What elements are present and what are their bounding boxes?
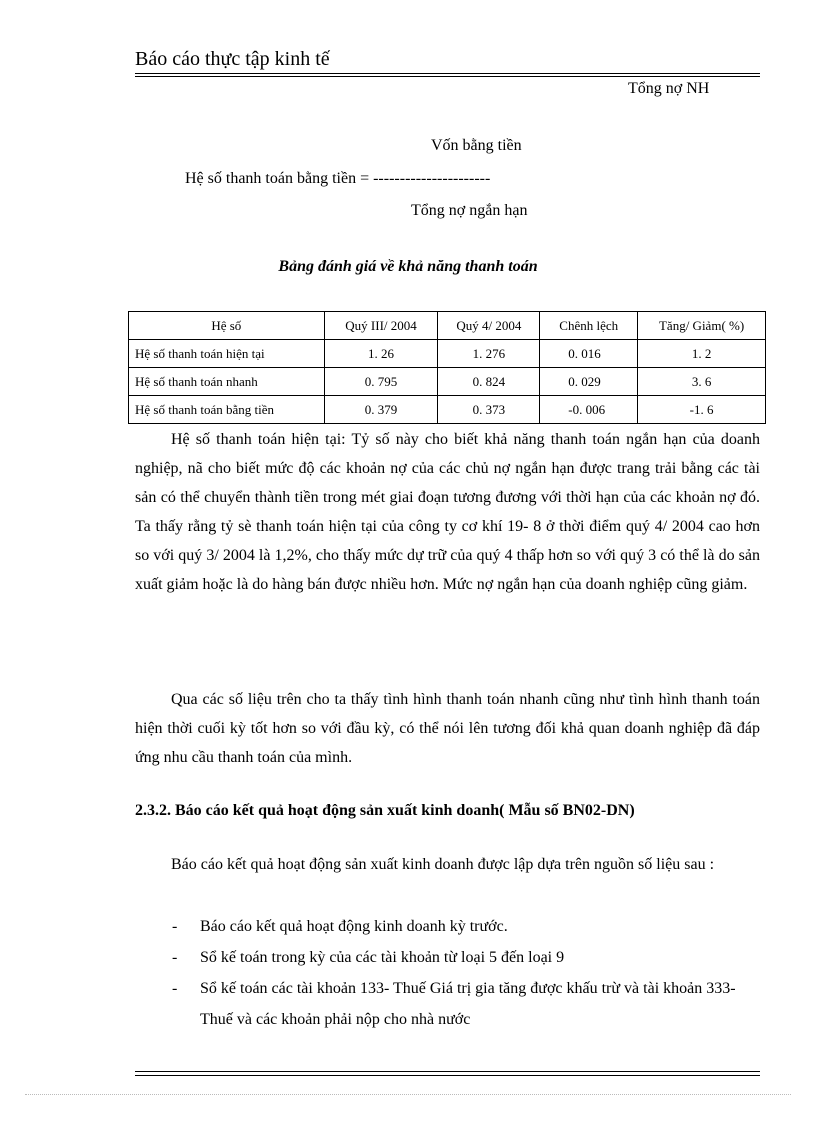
table-header-cell: Hệ số — [129, 312, 325, 340]
table-row — [129, 340, 766, 368]
list-item-text: Sổ kế toán trong kỳ của các tài khoản từ loại 5 đến loại 9 — [200, 949, 565, 966]
table-cell: 0. 016 — [540, 340, 638, 368]
formula-denominator: Tổng nợ ngắn hạn — [411, 202, 528, 219]
page-header-title: Báo cáo thực tập kinh tế — [135, 48, 330, 70]
table-header-cell: Chênh lệch — [540, 312, 638, 340]
table-cell: 1. 276 — [438, 340, 540, 368]
header-rule-bottom — [135, 76, 760, 77]
previous-formula-denominator: Tổng nợ NH — [628, 80, 710, 97]
table-title: Bảng đánh giá về khả năng thanh toán — [278, 258, 538, 275]
section-heading: 2.3.2. Báo cáo kết quả hoạt động sản xuất kinh doanh( Mẫu số BN02-DN) — [135, 802, 635, 819]
table-cell: -0. 006 — [540, 396, 638, 424]
table-cell: Hệ số thanh toán hiện tại — [129, 340, 325, 368]
table-header-cell: Tăng/ Giảm( %) — [638, 312, 766, 340]
table-cell: 0. 379 — [324, 396, 438, 424]
table-cell: 1. 26 — [324, 340, 438, 368]
table-header-cell: Quý III/ 2004 — [324, 312, 438, 340]
list-item-text: Sổ kế toán các tài khoản 133- Thuế Giá trị gia tăng được khấu trừ và tài khoản 333- Thuế và các khoản phải nộp cho nhà nước — [200, 980, 736, 1028]
list-item-text: Báo cáo kết quả hoạt động kinh doanh kỳ trước. — [200, 918, 508, 935]
table-cell: 0. 373 — [438, 396, 540, 424]
table-cell: -1. 6 — [638, 396, 766, 424]
formula-numerator: Vốn bằng tiền — [431, 137, 522, 154]
table-cell: 3. 6 — [638, 368, 766, 396]
list-item — [172, 942, 762, 973]
table-cell: 1. 2 — [638, 340, 766, 368]
list-item — [172, 911, 762, 942]
bullet-marker: - — [172, 949, 178, 966]
table-cell: 0. 795 — [324, 368, 438, 396]
bullet-marker: - — [172, 980, 178, 997]
table-header-row — [129, 312, 766, 340]
paragraph-sources-intro: Báo cáo kết quả hoạt động sản xuất kinh doanh được lập dựa trên nguồn số liệu sau : — [171, 856, 715, 873]
table-header-cell: Quý 4/ 2004 — [438, 312, 540, 340]
table-cell: Hệ số thanh toán bằng tiền — [129, 396, 325, 424]
table-row — [129, 368, 766, 396]
source-list — [172, 911, 762, 1035]
header-rule-top — [135, 73, 760, 74]
liquidity-ratio-table — [128, 311, 766, 424]
footer-rule-top — [135, 1071, 760, 1072]
table-cell: 0. 029 — [540, 368, 638, 396]
formula-label: Hệ số thanh toán bằng tiền = ---------------------- — [185, 170, 491, 187]
list-item — [172, 973, 762, 1035]
footer-rule-bottom — [135, 1075, 760, 1076]
paragraph-conclusion: Qua các số liệu trên cho ta thấy tình hình thanh toán nhanh cũng như tình hình thanh toán hiện thời cuối kỳ tốt hơn so với đầu kỳ, có thể nói lên tương đối khả quan doanh nghiệp đã đáp ứng nhu cầu thanh toán của mình. — [135, 691, 760, 766]
bullet-marker: - — [172, 918, 178, 935]
table-cell: Hệ số thanh toán nhanh — [129, 368, 325, 396]
table-row — [129, 396, 766, 424]
paragraph-current-ratio: Hệ số thanh toán hiện tại: Tỷ số này cho biết khả năng thanh toán ngắn hạn của doanh nghiệp, nã cho biết mức độ các khoản nợ của các chủ nợ ngắn hạn được trang trải bằng các tài sản có thể chuyển thành tiền trong mét giai đoạn tương đương với thời hạn của các khoản nợ đó. Ta thấy rằng tỷ sè thanh toán hiện tại của công ty cơ khí 19- 8 ở thời điểm quý 4/ 2004 cao hơn so với quý 3/ 2004 là 1,2%, cho thấy mức dự trữ của quý 4 thấp hơn so với quý 3 có thể là do sản xuất giảm hoặc là do hàng bán được nhiều hơn. Mức nợ ngắn hạn của doanh nghiệp cũng giảm. — [135, 431, 760, 593]
table-cell: 0. 824 — [438, 368, 540, 396]
page-edge-dotted-line — [25, 1094, 791, 1095]
